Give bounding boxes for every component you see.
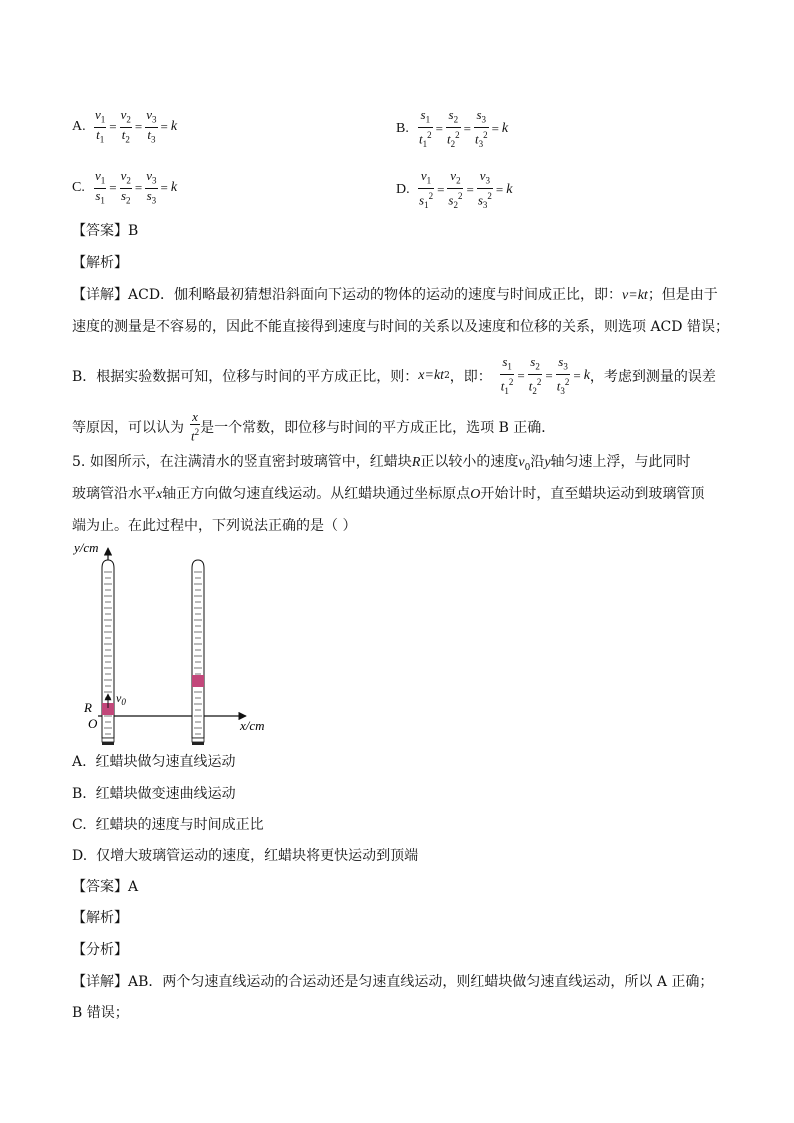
q5-answer: 【答案】A (72, 879, 139, 895)
glass-tube-left (102, 560, 114, 745)
q4-detail-line3: B．根据实验数据可知，位移与时间的平方成正比，则： x=kt 2 ，即： $\frac{s_1}{t_1^2}$ = $\frac{s_2}{t_2^2}$ = $\frac{s_3}{t_3^2}$ = k ，考虑到测量的误差 (72, 354, 716, 396)
q4-option-d: D. $\frac{v_1}{s_1^2}$ = $\frac{v_2}{s_2^2}$ = $\frac{v_3}{s_3^2}$ = k (396, 168, 513, 210)
q5-fenxi-tag: 【分析】 (72, 942, 128, 958)
q5-option-a: A. 红蜡块做匀速直线运动 (72, 754, 236, 770)
glass-tube-right (192, 560, 204, 745)
block-label: R (84, 700, 92, 715)
q5-detail-line1: 【详解】AB．两个匀速直线运动的合运动还是匀速直线运动，则红蜡块做匀速直线运动，所以 A 正确； (72, 974, 714, 990)
q5-stem-line1: 5. 如图所示，在注满清水的竖直密封玻璃管中，红蜡块R正以较小的速度$v_0$沿y轴匀速上浮，与此同时 (72, 454, 691, 473)
q5-stem-line2: 玻璃管沿水平x轴正方向做匀速直线运动。从红蜡块通过坐标原点O开始计时，直至蜡块运动到玻璃管顶 (72, 486, 705, 502)
q5-stem-line3: 端为止。在此过程中，下列说法正确的是（ ） (72, 518, 357, 534)
frac: $\frac{v_1}{t_1}$ (95, 107, 106, 145)
q4-option-b: B. $\frac{s_1}{t_1^2}$ = $\frac{s_2}{t_2^2}$ = $\frac{s_3}{t_3^2}$ = k (396, 107, 509, 149)
q4-detail-line2: 速度的测量是不容易的，因此不能直接得到速度与时间的关系以及速度和位移的关系，则选项 ACD 错误； (72, 319, 729, 335)
q4-option-c: C. $\frac{v_1}{s_1}$ = $\frac{v_2}{s_2}$ = $\frac{v_3}{s_3}$ = k (72, 168, 178, 206)
q4-detail-line1: 【详解】ACD．伽利略最初猜想沿斜面向下运动的物体的运动的速度与时间成正比，即：v=kt；但是由于 (72, 287, 718, 303)
q4-detail-line4: 等原因，可以认为 $\frac{x}{t^2}$ 是一个常数，即位移与时间的平方成正比，选项 B 正确． (72, 409, 556, 444)
q5-detail-line2: B 错误； (72, 1005, 129, 1021)
q5-option-c: C. 红蜡块的速度与时间成正比 (72, 817, 264, 833)
q5-analysis-tag: 【解析】 (72, 910, 128, 926)
q4-analysis-tag: 【解析】 (72, 255, 128, 271)
red-block-later (192, 675, 204, 687)
q5-figure (68, 538, 288, 748)
x-axis-label: x/cm (240, 718, 265, 733)
q5-option-b: B. 红蜡块做变速曲线运动 (72, 786, 236, 802)
q5-option-d: D. 仅增大玻璃管运动的速度，红蜡块将更快运动到顶端 (72, 848, 419, 864)
y-axis-label: y/cm (74, 540, 99, 555)
q4-option-a: A. $\frac{v_1}{t_1}$ = $\frac{v_2}{t_2}$ = $\frac{v_3}{t_3}$ = k (72, 107, 178, 145)
velocity-label: $v_0$ (116, 691, 126, 707)
q4-answer: 【答案】B (72, 223, 139, 239)
origin-label: O (88, 716, 98, 731)
